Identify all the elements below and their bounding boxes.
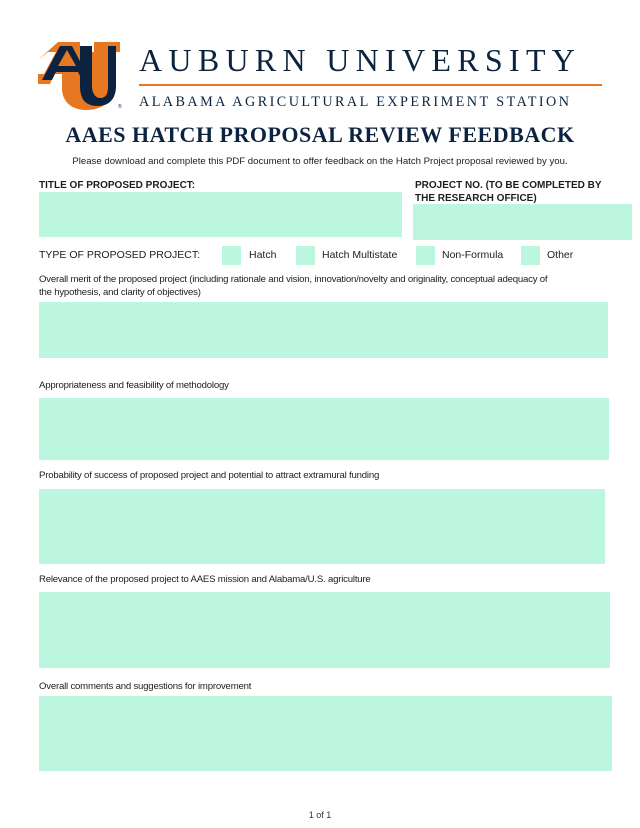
- page-number: 1 of 1: [308, 810, 332, 820]
- hatch-checkbox[interactable]: [222, 246, 241, 265]
- hatch-multistate-option-label: Hatch Multistate: [322, 249, 398, 261]
- project-no-label-line1: PROJECT NO. (TO BE COMPLETED BY: [415, 180, 602, 191]
- project-title-field[interactable]: [39, 192, 402, 237]
- methodology-field[interactable]: [39, 398, 609, 460]
- overall-merit-field[interactable]: [39, 302, 608, 358]
- methodology-label: Appropriateness and feasibility of methodology: [39, 380, 229, 391]
- success-probability-field[interactable]: [39, 489, 605, 564]
- hatch-multistate-checkbox[interactable]: [296, 246, 315, 265]
- overall-merit-label-line1: Overall merit of the proposed project (including rationale and vision, innovation/novelty and originality, conceptual adequacy of: [39, 274, 548, 285]
- other-checkbox[interactable]: [521, 246, 540, 265]
- success-probability-label: Probability of success of proposed project and potential to attract extramural funding: [39, 470, 380, 481]
- project-type-label: TYPE OF PROPOSED PROJECT:: [39, 249, 201, 261]
- station-name: ALABAMA AGRICULTURAL EXPERIMENT STATION: [139, 94, 572, 110]
- other-option-label: Other: [547, 249, 574, 261]
- relevance-label: Relevance of the proposed project to AAES mission and Alabama/U.S. agriculture: [39, 574, 371, 585]
- university-name: AUBURN UNIVERSITY: [139, 42, 582, 78]
- form-title: AAES HATCH PROPOSAL REVIEW FEEDBACK: [65, 122, 575, 147]
- svg-text:®: ®: [118, 104, 122, 110]
- overall-merit-label-line2: the hypothesis, and clarity of objectives): [39, 287, 201, 298]
- project-title-label: TITLE OF PROPOSED PROJECT:: [39, 180, 196, 191]
- overall-comments-field[interactable]: [39, 696, 612, 771]
- hatch-option-label: Hatch: [249, 249, 277, 261]
- relevance-field[interactable]: [39, 592, 610, 668]
- project-no-field[interactable]: [413, 204, 632, 240]
- auburn-logo: [36, 38, 122, 110]
- project-no-label-line2: THE RESEARCH OFFICE): [415, 193, 537, 204]
- non-formula-option-label: Non-Formula: [442, 249, 504, 261]
- non-formula-checkbox[interactable]: [416, 246, 435, 265]
- overall-comments-label: Overall comments and suggestions for improvement: [39, 681, 252, 692]
- orange-divider: [139, 84, 602, 86]
- instructions-text: Please download and complete this PDF document to offer feedback on the Hatch Project proposal reviewed by you.: [72, 156, 568, 167]
